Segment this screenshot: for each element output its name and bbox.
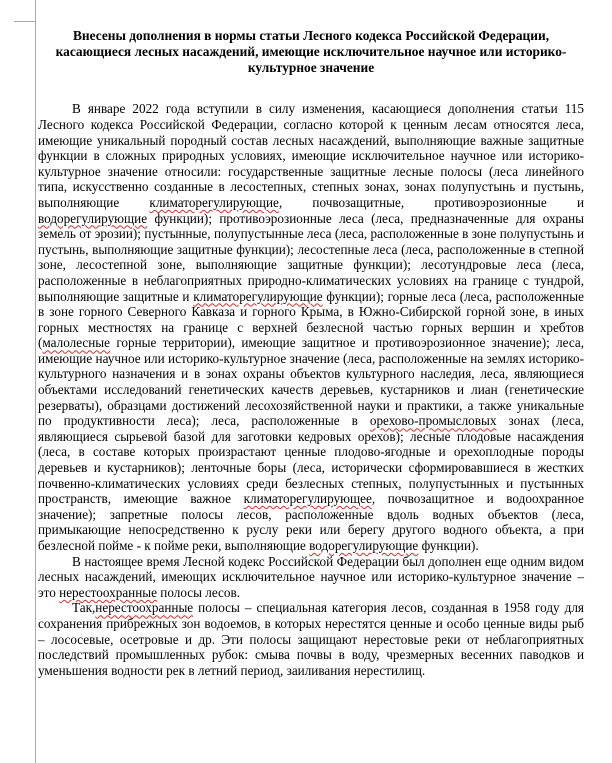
margin-corner-mark-horizontal	[14, 21, 36, 22]
spellcheck-flagged-word: климаторегулирующие	[193, 288, 323, 304]
text-run: зонах (леса, являющиеся сырьевой базой для заготовки кедровых орехов); лесные плодовые насаждения (леса, в составе которых произрастают ценные плодово-ягодные и орехоплодные породы деревьев и кустарников); ленточные боры (леса, исторически сформировавшиеся в жестких почвенно-климатических условиях среди безлесных степных, полупустынных и пустынных пространств, имеющие важное	[38, 413, 584, 507]
spellcheck-flagged-word: нерестоохранные	[59, 584, 157, 600]
text-run: , почвозащитные, противоэрозионные и	[278, 194, 585, 210]
document-title: Внесены дополнения в нормы статьи Лесного кодекса Российской Федерации, касающиеся лесных насаждений, имеющие исключительное научное или историко-культурное значение	[55, 28, 567, 75]
spellcheck-flagged-word: водорегулирующие	[38, 210, 148, 226]
text-run: полосы – специальная категория лесов, созданная в 1958 году для сохранения прибрежных зон водоемов, в которых нерестятся ценные и особо ценные виды рыб – лососевые, осетровые и др. Эти полосы защищают нерестовые реки от неблагоприятных последствий промышленных рубок: смыва почвы в воду, чрезмерных весенних паводков и уменьшения водности рек в летний период, заиливания нерестилищ.	[38, 600, 584, 678]
document-body[interactable]	[38, 28, 584, 678]
margin-corner-mark-vertical	[35, 0, 36, 22]
text-run: горные территории), имеющие защитное и противоэрозионное значение); леса, имеющие научное или историко-культурное значение (леса, расположенные на землях историко-культурного назначения и в зонах охраны объектов культурного наследия, леса, являющиеся объектами исследований генетических качеств деревьев, кустарников и лиан (генетические резерваты), образцами достижений лесохозяйственной науки и практики, а также уникальные по продуктивности леса); леса, расположенные в	[38, 335, 584, 429]
paragraph	[38, 101, 584, 553]
text-run: Так,	[72, 600, 96, 616]
text-run: В настоящее время Лесной кодекс Российской Федерации был дополнен еще одним видом лесных насаждений, имеющих исключительное научное или историко-культурное значение – это	[38, 553, 584, 600]
spellcheck-flagged-word: климаторегулирующие	[149, 194, 279, 210]
text-run: функции).	[418, 538, 479, 554]
text-run: полосы лесов.	[157, 584, 241, 600]
spellcheck-flagged-word: малолесные	[42, 335, 111, 351]
left-margin-guide	[35, 22, 36, 763]
text-run: функции); противоэрозионные леса (леса, предназначенные для охраны земель от эрозии); пустынные, полупустынные леса (леса, расположенные в зоне полупустынь и пустынь, выполняющие защитные функции); лесостепные леса (леса, расположенные в степной зоне, лесостепной зоне, выполняющие защитные функции); лесотундровые леса (леса, расположенные в неблагоприятных природно-климатических условиях на границе с тундрой, выполняющие защитные и	[38, 210, 584, 304]
spellcheck-flagged-word: водорегулирующие	[309, 538, 419, 554]
text-run: В январе 2022 года вступили в силу изменения, касающиеся дополнения статьи 115 Лесного кодекса Российской Федерации, согласно которой к ценным лесам относятся леса, имеющие уникальный породный состав лесных насаждений, выполняющие важные защитные функции в сложных природных условиях, имеющие исключительное научное или историко-культурное значение относили: государственные защитные лесные полосы (леса линейного типа, искусственно созданные в лесостепных, степных зонах, зонах полупустынь и пустынь, выполняющие	[38, 101, 584, 210]
text-run: , почвозащитное и водоохранное значение); запретные полосы лесов, расположенные вдоль водных объектов (леса, примыкающие непосредственно к руслу реки или берегу другого водного объекта, а при безлесной пойме - к пойме реки, выполняющие	[38, 491, 584, 554]
paragraph	[38, 554, 584, 601]
text-run: функции); горные леса (леса, расположенные в зоне горного Северного Кавказа и горного Крыма, в Южно-Сибирской горной зоне, в иных горных местностях на границе с верхней безлесной частью горных вершин и хребтов (	[38, 288, 584, 351]
spellcheck-flagged-word: климаторегулирующее	[243, 491, 372, 507]
paragraph	[38, 600, 584, 678]
spellcheck-flagged-word: орехово-промысловых	[369, 413, 497, 429]
spellcheck-flagged-word: нерестоохранные	[95, 600, 194, 616]
